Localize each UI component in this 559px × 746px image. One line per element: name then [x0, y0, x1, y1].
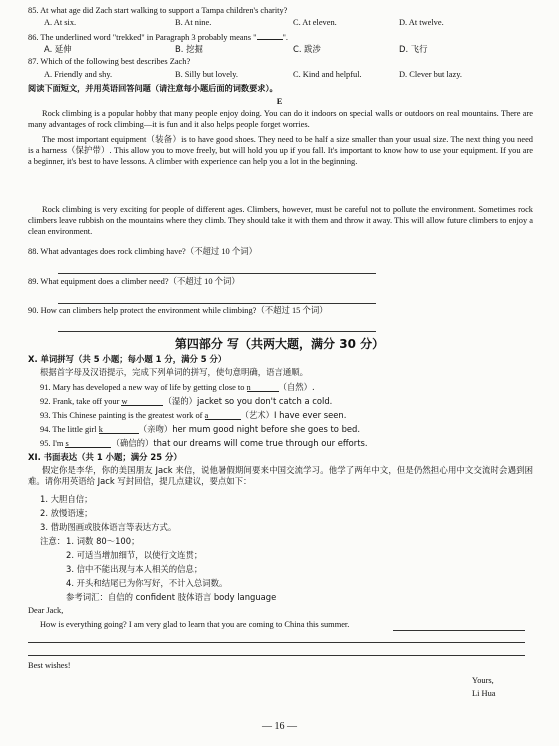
option: A. Friendly and shy. [44, 70, 113, 79]
question-88: 88. What advantages does rock climbing have?（不超过 10 个词） [28, 247, 257, 256]
signature: Li Hua [472, 689, 496, 698]
letter-closing: Best wishes! [28, 661, 71, 670]
note-item: 2. 可适当增加细节，以使行文连贯； [66, 550, 203, 560]
spelling-item: 93. This Chinese painting is the greatest work of a （艺术）I have ever seen. [40, 410, 347, 420]
question-86-options [44, 44, 544, 55]
point-item: 2. 放慢语速； [40, 508, 93, 518]
question-86-stem: 86. The underlined word "trekked" in Paragraph 3 probably means " ". [28, 33, 289, 42]
option: C. 跋涉 [293, 44, 321, 54]
point-item: 3. 借助图画或肢体语言等表达方式。 [40, 522, 177, 532]
writing-line [28, 642, 525, 643]
section-x-title: X. 单词拼写（共 5 小题；每小题 1 分，满分 5 分） [28, 354, 227, 364]
answer-line [58, 273, 376, 274]
question-85-options [44, 18, 544, 29]
option: C. At eleven. [293, 18, 337, 27]
sign-off: Yours, [472, 676, 494, 685]
writing-line [393, 630, 525, 631]
section-xi-title: XI. 书面表达（共 1 小题；满分 25 分） [28, 452, 182, 462]
answer-line [58, 331, 376, 332]
page-number: — 16 — [262, 721, 297, 732]
spelling-item: 91. Mary has developed a new way of life by getting close to n （自然）. [40, 382, 315, 392]
option: C. Kind and helpful. [293, 70, 362, 79]
option: B. 挖掘 [175, 44, 203, 54]
writing-line [28, 655, 525, 656]
section-letter: E [276, 97, 283, 106]
question-90: 90. How can climbers help protect the environment while climbing?（不超过 15 个词） [28, 306, 328, 315]
question-89: 89. What equipment does a climber need?（不超过 10 个词） [28, 277, 240, 286]
option: B. Silly but lovely. [175, 70, 238, 79]
section-x-instruction: 根据首字母及汉语提示，完成下列单词的拼写，使句意明确，语言通顺。 [40, 367, 308, 377]
question-87-options [44, 70, 544, 81]
point-item: 1. 大胆自信； [40, 494, 93, 504]
note-item: 4. 开头和结尾已为你写好，不计入总词数。 [66, 578, 228, 588]
option: A. At six. [44, 18, 77, 27]
writing-prompt: 假定你是李华，你的美国朋友 Jack 来信，说他暑假期间要来中国交流学习。他学了两年中文，但是仍然担心用中文交流时会遇到困难。请你用英语给 Jack 写封回信，提几点建议，要点如下： [28, 465, 533, 486]
passage-paragraph: The most important equipment（装备）is to have good shoes. They need to be half a size smaller than your usual size. The next thing you need is a harness（保护带）. This allow you to move freely, but will hold you up if you fall. It's important to know how to use your equipment. If you are a beginner, it's best to have lessons. A climber with experience can help you a lot in the beginning. [28, 135, 533, 166]
section-e-instruction: 阅读下面短文，并用英语回答问题（请注意每小题后面的词数要求）。 [28, 83, 278, 93]
spelling-item: 92. Frank, take off your w （湿的）jacket so you don't catch a cold. [40, 396, 333, 406]
option: A. 延伸 [44, 44, 72, 54]
letter-opening: How is everything going? I am very glad to learn that you are coming to China this summer. [40, 620, 350, 629]
spelling-item: 94. The little girl k （亲吻）her mum good night before she goes to bed. [40, 424, 361, 434]
note-item: 3. 信中不能出现与本人相关的信息； [66, 564, 203, 574]
vocab-hint: 参考词汇：自信的 confident 肢体语言 body language [66, 592, 277, 602]
passage-paragraph: Rock climbing is very exciting for people of different ages. Climbers, however, must be careful not to pollute the environment. Sometimes rock climbers leave rubbish on the mountains where they climb. They should take it with them and throw it away. This will allow future climbers to enjoy a clean environment. [28, 205, 533, 236]
letter-greeting: Dear Jack, [28, 606, 64, 615]
note-item: 1. 词数 80～100； [66, 536, 140, 546]
answer-line [58, 303, 376, 304]
option: D. At twelve. [399, 18, 444, 27]
part-four-title: 第四部分 写（共两大题，满分 30 分） [174, 337, 385, 351]
passage-paragraph: Rock climbing is a popular hobby that many people enjoy doing. You can do it indoors on special walls or outdoors on real mountains. There are many advantages of rock climbing—it is fun and it also helps people forget worries. [28, 109, 533, 129]
option: B. At nine. [175, 18, 212, 27]
option: D. Clever but lazy. [399, 70, 462, 79]
question-85-stem: 85. At what age did Zach start walking to support a Tampa children's charity? [28, 6, 288, 15]
question-87-stem: 87. Which of the following best describes Zach? [28, 57, 191, 66]
answer-blank [257, 31, 283, 40]
notes-label: 注意： [40, 536, 66, 546]
spelling-item: 95. I'm s （确信的）that our dreams will come true through our efforts. [40, 438, 368, 448]
option: D. 飞行 [399, 44, 428, 54]
